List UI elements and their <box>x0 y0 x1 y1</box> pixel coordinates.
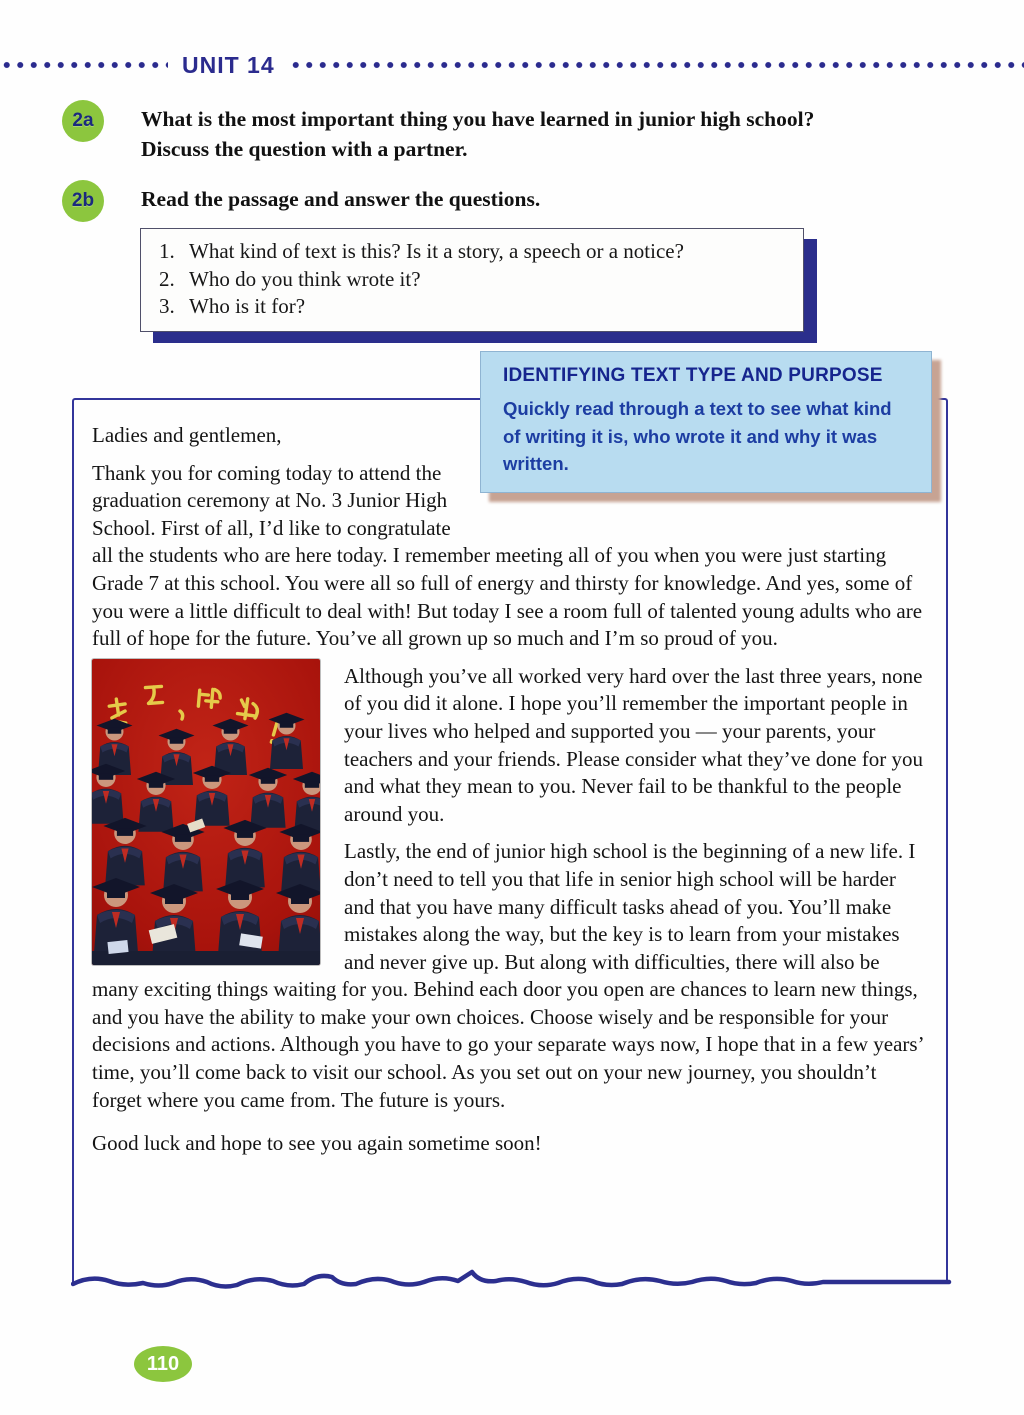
strategy-body: Quickly read through a text to see what kind of writing it is, who wrote it and why it was written. <box>503 398 892 474</box>
question-text: What kind of text is this? Is it a story, a speech or a notice? <box>189 239 684 263</box>
passage-box <box>72 398 948 1284</box>
questions-box <box>140 228 804 332</box>
activity-2a-instruction: What is the most important thing you have learned in junior high school? Discuss the question with a partner. <box>141 107 815 161</box>
passage-paragraph: Lastly, the end of junior high school is the beginning of a new life. I don’t need to tell you that life in senior high school will be harder and that you have many difficult tasks ahead of you. You’ll make mistakes along the way, but the key is to learn from your mistakes and never give up. But along with difficulties, there will also be many exciting things waiting for you. Behind each door you open are chances to learn new things, and you have the ability to make your own choices. Choose wisely and be responsible for your decisions and actions. Although you have to go your separate ways now, I hope that in a few years’ time, you’ll come back to visit our school. As you set out on your new journey, you shouldn’t forget where you came from. The future is yours. <box>92 839 924 1112</box>
question-text: Who do you think wrote it? <box>189 266 421 291</box>
question-text: Who is it for? <box>189 294 306 318</box>
activity-badge-2b: 2b <box>62 180 104 222</box>
unit-title: UNIT 14 <box>182 51 275 78</box>
activity-2a <box>62 100 879 164</box>
question-number: 3. <box>159 294 175 318</box>
passage-paragraph: Although you’ve all worked very hard over the last three years, none of you did it alone. I hope you’ll remember the important people in your lives who helped and supported you — your parents, your teachers and your friends. Please consider what they’ve done for you and what they mean to you. Never fail to be thankful to the people around you. <box>344 663 924 826</box>
activity-badge-2a: 2a <box>62 100 104 142</box>
dotted-line-left <box>0 60 168 70</box>
strategy-title: IDENTIFYING TEXT TYPE AND PURPOSE <box>503 365 883 386</box>
activity-2b <box>62 180 540 222</box>
wavy-border <box>71 1260 953 1300</box>
question-number: 1. <box>159 239 175 263</box>
passage-closing: Good luck and hope to see you again sometime soon! <box>92 1131 542 1156</box>
strategy-box <box>480 351 932 493</box>
graduates-photo-illustration <box>92 659 320 965</box>
unit-header <box>0 52 1024 78</box>
question-number: 2. <box>159 266 175 291</box>
question-item <box>159 238 787 266</box>
dotted-line-right <box>289 60 1024 70</box>
activity-2b-instruction: Read the passage and answer the questions. <box>141 187 541 211</box>
graduates-photo <box>92 659 320 965</box>
page-number-badge: 110 <box>134 1346 192 1382</box>
passage-paragraph: Thank you for coming today to attend the graduation ceremony at No. 3 Junior High School. First of all, I’d like to congratulate all the students who are here today. I remember meeting all of you when you were just starting Grade 7 at this school. You were all so full of energy and thirsty for knowledge. And yes, some of you were a little difficult to deal with! But today I see a room full of talented young adults who are full of hope for the future. You’ve all grown up so much and I’m so proud of you. <box>92 460 923 651</box>
question-item <box>159 266 787 294</box>
passage-salutation: Ladies and gentlemen, <box>92 423 282 447</box>
question-item <box>159 293 787 321</box>
